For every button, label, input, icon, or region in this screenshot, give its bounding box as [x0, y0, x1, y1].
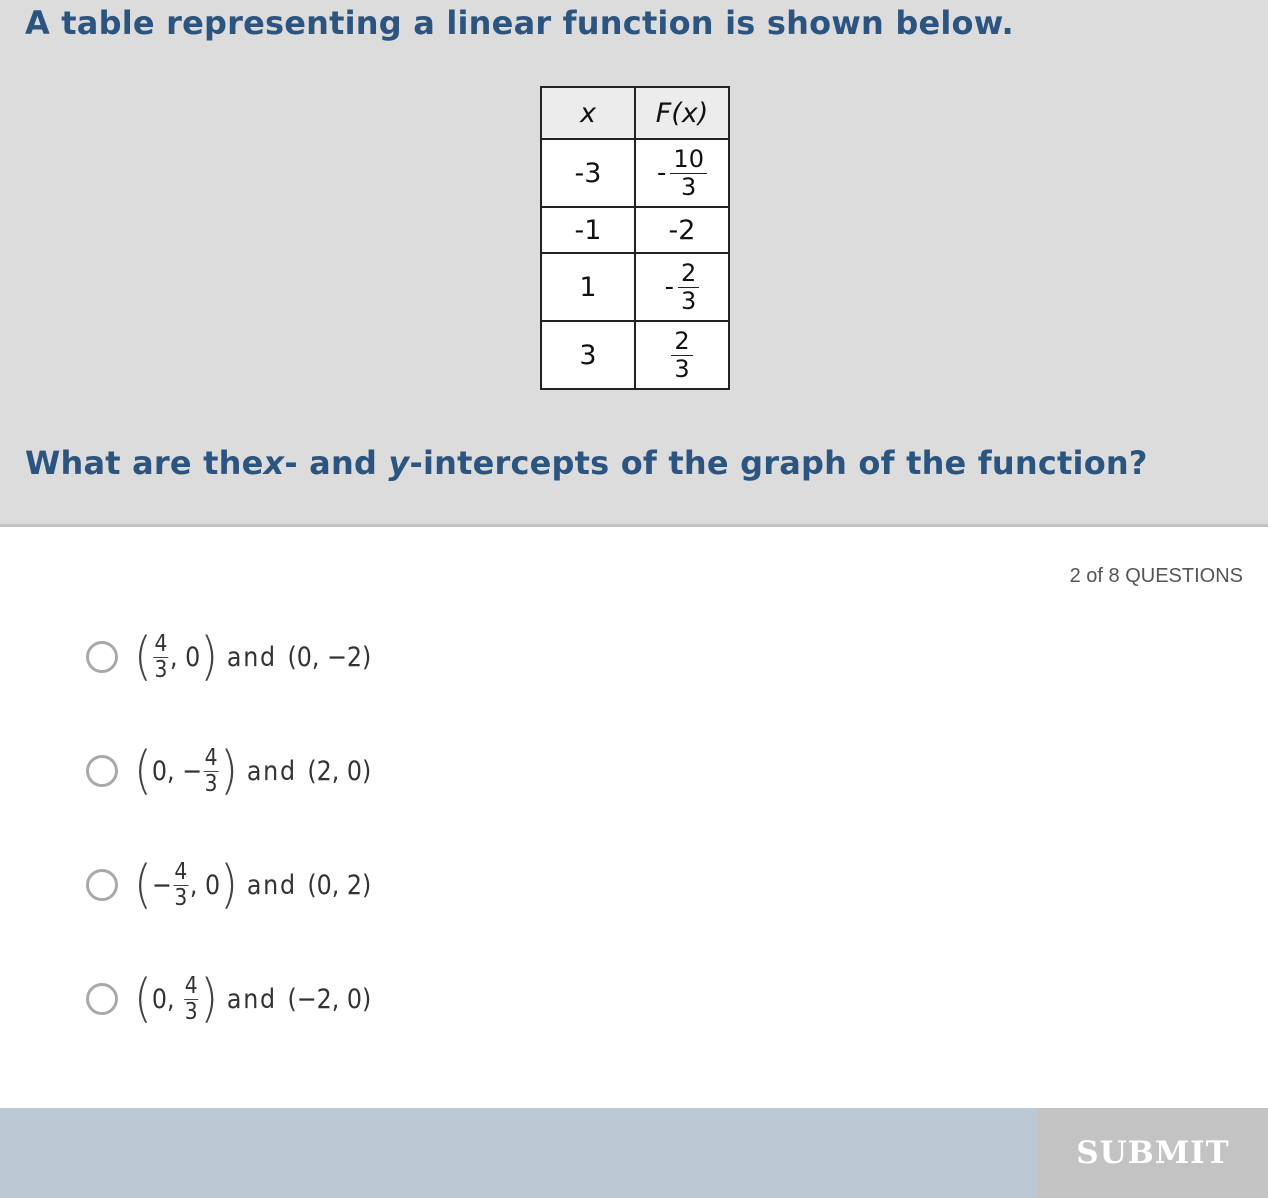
footer-bar	[0, 1108, 1268, 1198]
fraction-numerator: 4	[154, 630, 168, 657]
option-and: and	[226, 641, 277, 673]
option-fraction	[154, 630, 169, 683]
fraction-denominator: 3	[204, 770, 218, 797]
prompt-y-variable: y	[388, 444, 410, 482]
prompt-x-variable: x	[263, 444, 285, 482]
column-header-fx: F(x)	[635, 87, 729, 139]
fx-fraction	[670, 147, 707, 199]
radio-button[interactable]	[86, 869, 118, 901]
open-paren: (	[134, 741, 152, 801]
x-cell: 1	[541, 253, 635, 321]
question-progress: 2 of 8 QUESTIONS	[1069, 565, 1243, 587]
question-intro: A table representing a linear function is shown below.	[25, 4, 1014, 42]
option-text: , 0	[170, 641, 201, 673]
table-row	[541, 253, 729, 321]
answer-option-d[interactable]	[86, 942, 404, 1056]
option-and: and	[246, 755, 297, 787]
fraction-denominator: 3	[174, 884, 188, 911]
table-header-row	[541, 87, 729, 139]
close-paren: )	[200, 969, 219, 1029]
fraction-numerator: 4	[184, 972, 198, 999]
option-and: and	[246, 869, 297, 901]
option-text: , 0	[189, 869, 221, 901]
open-paren: (	[134, 627, 152, 687]
answer-choices	[86, 600, 404, 1056]
fx-fraction	[678, 261, 699, 313]
fraction-denominator: 3	[154, 656, 168, 683]
fx-cell: -2	[635, 207, 729, 253]
option-second-point: (2, 0)	[307, 755, 372, 787]
fx-numerator: 10	[670, 147, 707, 174]
question-panel	[0, 0, 1268, 527]
option-and: and	[226, 983, 277, 1015]
close-paren: )	[220, 855, 239, 915]
fx-numerator: 2	[671, 329, 692, 356]
fx-denominator: 3	[674, 355, 690, 383]
option-expression	[134, 627, 372, 687]
x-cell: -3	[541, 139, 635, 207]
fx-denominator: 3	[681, 287, 697, 315]
function-table	[540, 86, 730, 390]
option-text: −	[151, 869, 172, 901]
table-row	[541, 321, 729, 389]
option-expression	[134, 855, 372, 915]
fx-denominator: 3	[681, 173, 697, 201]
prompt-mid: - and	[284, 444, 389, 482]
fraction-numerator: 4	[174, 858, 188, 885]
table-row	[541, 207, 729, 253]
option-expression	[134, 741, 372, 801]
close-paren: )	[200, 627, 219, 687]
prompt-end: -intercepts of the graph of the function?	[409, 444, 1148, 482]
open-paren: (	[134, 969, 152, 1029]
radio-button[interactable]	[86, 983, 118, 1015]
option-second-point: (0, 2)	[307, 869, 372, 901]
fx-numerator: 2	[678, 261, 699, 288]
open-paren: (	[134, 855, 152, 915]
fx-sign: -	[664, 272, 675, 302]
column-header-x: x	[541, 87, 635, 139]
question-prompt	[25, 444, 1148, 482]
option-fraction	[184, 972, 199, 1025]
option-second-point: (−2, 0)	[287, 983, 372, 1015]
fx-cell	[635, 253, 729, 321]
option-text: 0,	[151, 983, 183, 1015]
fraction-denominator: 3	[184, 998, 198, 1025]
option-text: 0, −	[151, 755, 202, 787]
fraction-numerator: 4	[204, 744, 218, 771]
close-paren: )	[220, 741, 239, 801]
x-cell: 3	[541, 321, 635, 389]
answer-option-b[interactable]	[86, 714, 404, 828]
submit-button[interactable]: SUBMIT	[1038, 1108, 1268, 1198]
fx-sign: -	[657, 158, 667, 188]
option-second-point: (0, −2)	[287, 641, 372, 673]
option-fraction	[204, 744, 219, 797]
fx-cell	[635, 321, 729, 389]
prompt-start: What are the	[25, 444, 264, 482]
answer-option-c[interactable]	[86, 828, 404, 942]
option-expression	[134, 969, 372, 1029]
table-row	[541, 139, 729, 207]
radio-button[interactable]	[86, 755, 118, 787]
answer-option-a[interactable]	[86, 600, 404, 714]
fx-cell	[635, 139, 729, 207]
option-fraction	[174, 858, 189, 911]
radio-button[interactable]	[86, 641, 118, 673]
x-cell: -1	[541, 207, 635, 253]
fx-fraction	[671, 329, 692, 381]
